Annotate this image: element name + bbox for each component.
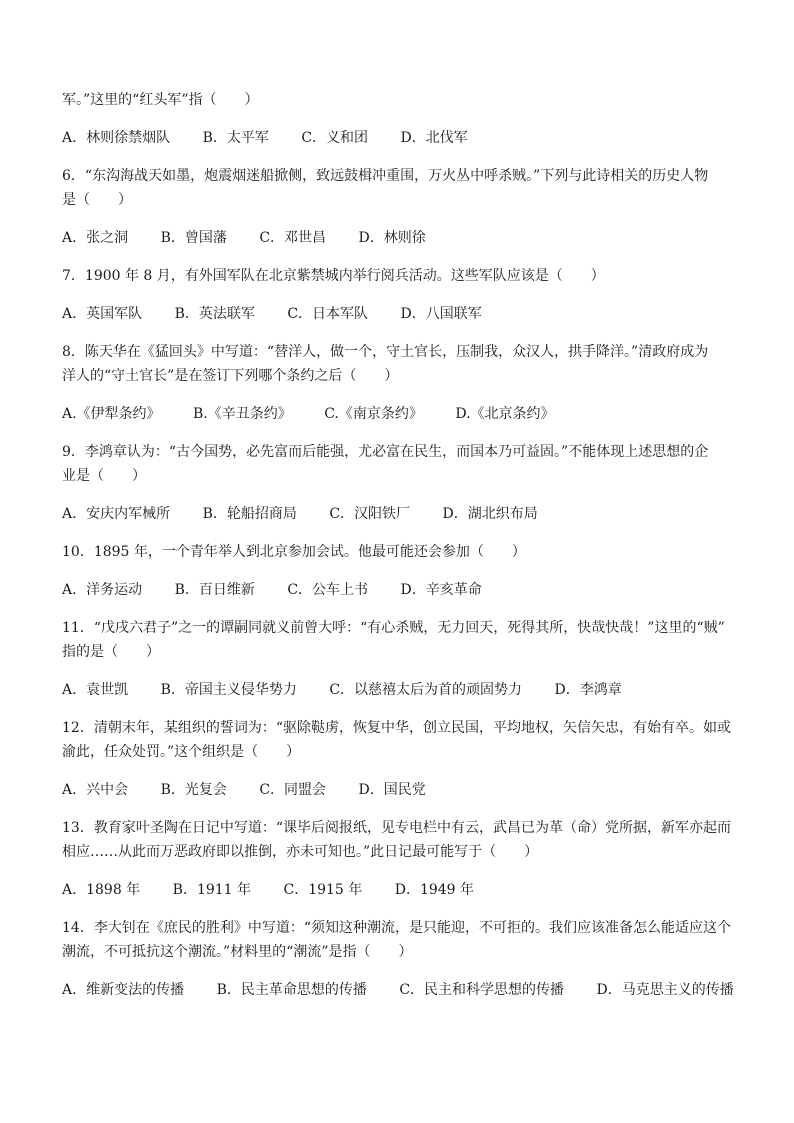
option-b[interactable]: B．1911 年 xyxy=(172,882,252,898)
option-c[interactable]: C．义和团 xyxy=(301,130,369,146)
option-a[interactable]: A．英国军队 xyxy=(62,306,143,322)
option-a[interactable]: A．林则徐禁烟队 xyxy=(62,130,171,146)
option-b[interactable]: B．民主革命思想的传播 xyxy=(216,982,367,998)
option-b[interactable]: B.《辛丑条约》 xyxy=(193,406,292,422)
option-c[interactable]: C．以慈禧太后为首的顽固势力 xyxy=(329,682,523,698)
option-a[interactable]: A．洋务运动 xyxy=(62,582,143,598)
option-c[interactable]: C．汉阳铁厂 xyxy=(329,506,411,522)
question-stem-line: 6．“东沟海战天如墨，炮震烟迷船掀侧，致远鼓楫冲重围，万火丛中呼杀贼。”下列与此诗相关的历史人物 xyxy=(62,168,709,184)
question-stem-line: 指的是（ ） xyxy=(62,644,160,660)
question-10 xyxy=(62,540,732,564)
option-d[interactable]: D．林则徐 xyxy=(358,230,426,246)
question-12-options xyxy=(62,778,732,802)
question-9-options xyxy=(62,502,732,526)
question-7-options xyxy=(62,302,732,326)
question-stem-line: 渝此，任众处罚。”这个组织是（ ） xyxy=(62,744,301,760)
option-d[interactable]: D.《北京条约》 xyxy=(455,406,555,422)
option-c[interactable]: C．民主和科学思想的传播 xyxy=(399,982,565,998)
option-b[interactable]: B．英法联军 xyxy=(174,306,255,322)
option-b[interactable]: B．轮船招商局 xyxy=(202,506,297,522)
option-c[interactable]: C．公车上书 xyxy=(287,582,369,598)
question-stem-line: 7．1900 年 8 月，有外国军队在北京紫禁城内举行阅兵活动。这些军队应该是（ ） xyxy=(62,268,605,284)
question-stem-line: 12．清朝末年，某组织的誓词为：“驱除鞑虏，恢复中华，创立民国，平均地权，矢信矢忠，有始有卒。如或 xyxy=(62,720,731,736)
option-a[interactable]: A．安庆内军械所 xyxy=(62,506,171,522)
question-14-options xyxy=(62,978,732,1002)
option-b[interactable]: B．百日维新 xyxy=(174,582,255,598)
question-13-options xyxy=(62,878,732,902)
option-b[interactable]: B．太平军 xyxy=(202,130,269,146)
question-13 xyxy=(62,816,732,864)
question-5-continued xyxy=(62,88,732,112)
option-d[interactable]: D．国民党 xyxy=(358,782,426,798)
question-14 xyxy=(62,916,732,964)
question-11 xyxy=(62,616,732,664)
question-11-options xyxy=(62,678,732,702)
question-stem-line: 9．李鸿章认为：“古今国势，必先富而后能强，尤必富在民生，而国本乃可益固。”不能体现上述思想的企 xyxy=(62,444,709,460)
option-c[interactable]: C．日本军队 xyxy=(287,306,369,322)
option-d[interactable]: D．八国联军 xyxy=(400,306,482,322)
question-5-options xyxy=(62,126,732,150)
question-stem-line: 业是（ ） xyxy=(62,468,146,484)
option-d[interactable]: D．辛亥革命 xyxy=(400,582,482,598)
question-stem-line: 8．陈天华在《猛回头》中写道：“替洋人，做一个，守土官长，压制我，众汉人，拱手降洋。”清政府成为 xyxy=(62,344,709,360)
option-c[interactable]: C.《南京条约》 xyxy=(324,406,423,422)
question-stem-line: 是（ ） xyxy=(62,192,132,208)
option-c[interactable]: C．同盟会 xyxy=(259,782,327,798)
option-b[interactable]: B．光复会 xyxy=(160,782,227,798)
option-b[interactable]: B．曾国藩 xyxy=(160,230,227,246)
question-8 xyxy=(62,340,732,388)
option-a[interactable]: A.《伊犁条约》 xyxy=(62,406,161,422)
question-10-options xyxy=(62,578,732,602)
option-c[interactable]: C．邓世昌 xyxy=(259,230,327,246)
question-7 xyxy=(62,264,732,288)
option-d[interactable]: D．1949 年 xyxy=(394,882,475,898)
option-d[interactable]: D．北伐军 xyxy=(400,130,468,146)
question-stem-line: 13．教育家叶圣陶在日记中写道：“课毕后阅报纸，见专电栏中有云，武昌已为革（命）党所据，新军亦起而 xyxy=(62,820,731,836)
option-a[interactable]: A．兴中会 xyxy=(62,782,129,798)
option-c[interactable]: C．1915 年 xyxy=(283,882,363,898)
question-9 xyxy=(62,440,732,488)
option-a[interactable]: A．1898 年 xyxy=(62,882,141,898)
question-stem-line: 10．1895 年，一个青年举人到北京参加会试。他最可能还会参加（ ） xyxy=(62,544,526,560)
question-stem-line: 相应……从此而万恶政府即以推倒，亦未可知也。”此日记最可能写于（ ） xyxy=(62,844,539,860)
option-d[interactable]: D．李鸿章 xyxy=(554,682,622,698)
question-6 xyxy=(62,164,732,212)
question-stem-line: 洋人的“守土官长”是在签订下列哪个条约之后（ ） xyxy=(62,368,399,384)
question-stem-line: 潮流，不可抵抗这个潮流。”材料里的“潮流”是指（ ） xyxy=(62,944,413,960)
option-d[interactable]: D．湖北织布局 xyxy=(442,506,538,522)
exam-page xyxy=(62,88,732,1002)
question-6-options xyxy=(62,226,732,250)
option-b[interactable]: B．帝国主义侵华势力 xyxy=(160,682,297,698)
option-a[interactable]: A．袁世凯 xyxy=(62,682,129,698)
question-12 xyxy=(62,716,732,764)
question-stem-line: 11．“戊戌六君子”之一的谭嗣同就义前曾大呼：“有心杀贼，无力回天，死得其所，快哉快哉！”这里的“贼” xyxy=(62,620,725,636)
option-a[interactable]: A．张之洞 xyxy=(62,230,129,246)
question-8-options xyxy=(62,402,732,426)
question-stem-line: 14．李大钊在《庶民的胜利》中写道：“须知这种潮流，是只能迎，不可拒的。我们应该准备怎么能适应这个 xyxy=(62,920,731,936)
option-d[interactable]: D．马克思主义的传播 xyxy=(596,982,734,998)
option-a[interactable]: A．维新变法的传播 xyxy=(62,982,185,998)
question-stem-line: 军。”这里的“红头军”指（ ） xyxy=(62,92,259,108)
